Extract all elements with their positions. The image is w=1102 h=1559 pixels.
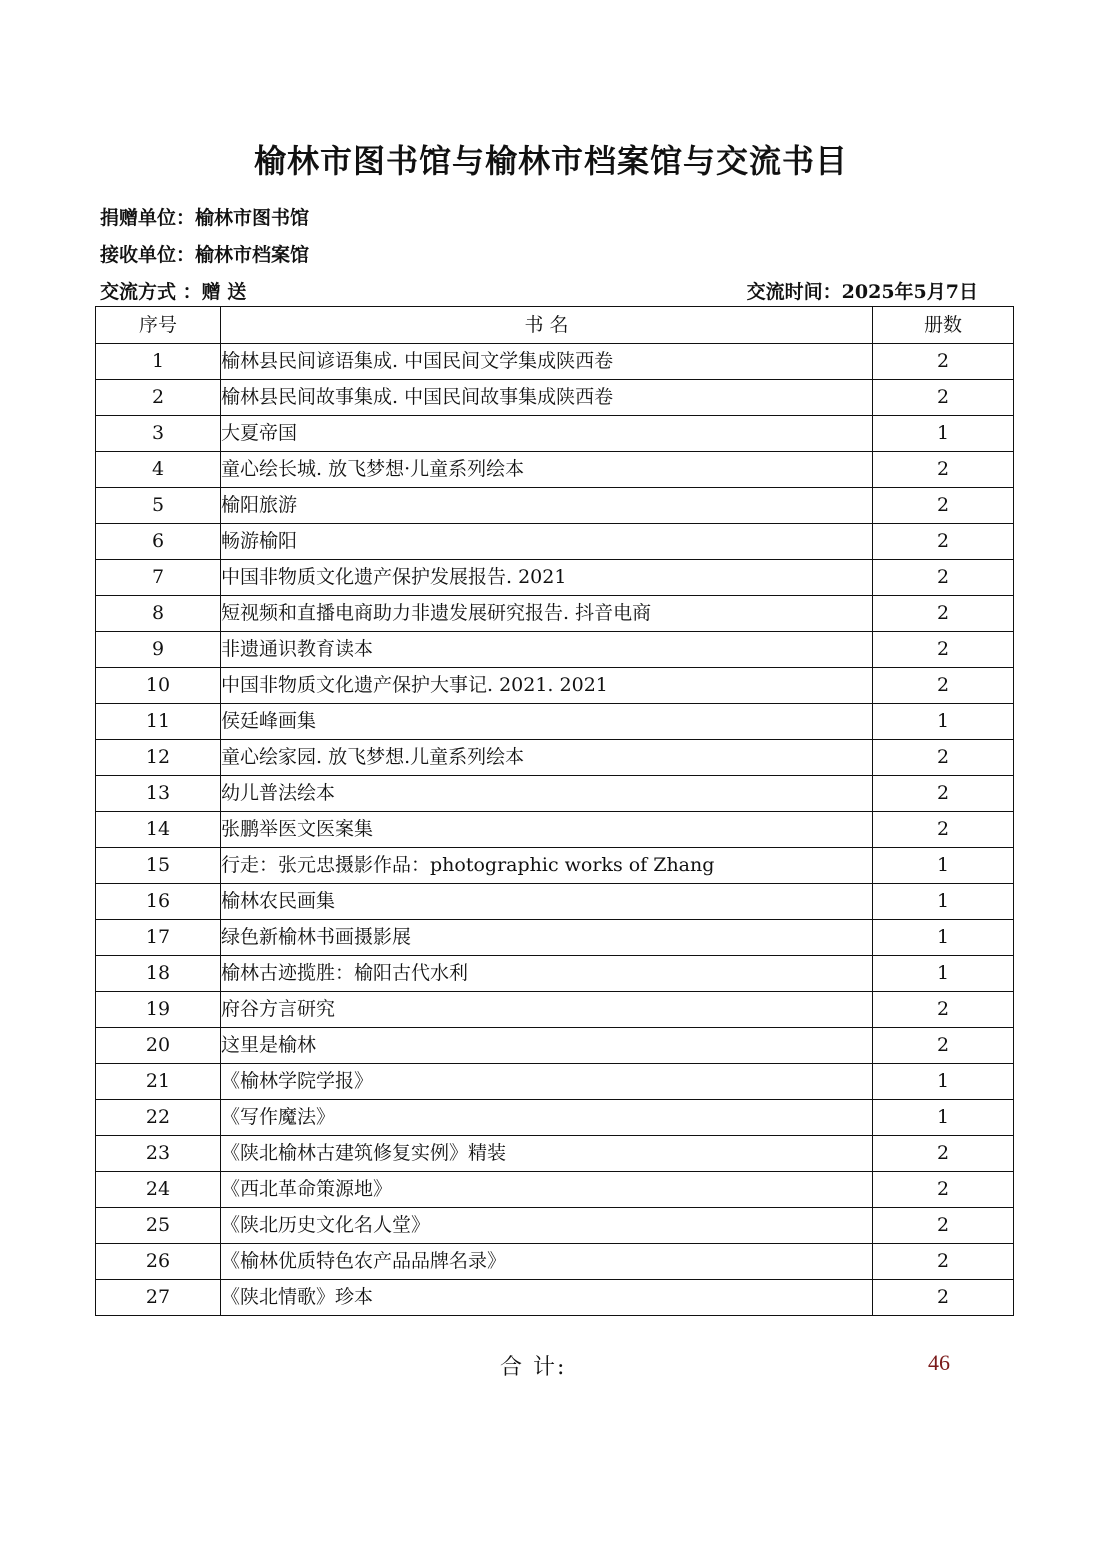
row-quantity: 1 xyxy=(873,1064,1014,1100)
row-book-name: 榆林县民间谚语集成. 中国民间文学集成陕西卷 xyxy=(221,344,873,380)
row-book-name: 童心绘家园. 放飞梦想.儿童系列绘本 xyxy=(221,740,873,776)
row-quantity: 2 xyxy=(873,992,1014,1028)
row-serial-number: 16 xyxy=(96,884,221,920)
row-book-name: 《西北革命策源地》 xyxy=(221,1172,873,1208)
row-quantity: 2 xyxy=(873,596,1014,632)
row-serial-number: 22 xyxy=(96,1100,221,1136)
table-row xyxy=(96,1208,1014,1244)
row-book-name: 侯廷峰画集 xyxy=(221,704,873,740)
row-quantity: 2 xyxy=(873,488,1014,524)
header-book-name: 书 名 xyxy=(221,307,873,344)
row-serial-number: 3 xyxy=(96,416,221,452)
row-quantity: 1 xyxy=(873,704,1014,740)
row-serial-number: 18 xyxy=(96,956,221,992)
row-book-name: 榆林县民间故事集成. 中国民间故事集成陕西卷 xyxy=(221,380,873,416)
table-row xyxy=(96,812,1014,848)
table-row xyxy=(96,596,1014,632)
row-quantity: 2 xyxy=(873,344,1014,380)
row-serial-number: 26 xyxy=(96,1244,221,1280)
row-quantity: 2 xyxy=(873,740,1014,776)
table-row xyxy=(96,884,1014,920)
row-serial-number: 27 xyxy=(96,1280,221,1316)
row-book-name: 榆阳旅游 xyxy=(221,488,873,524)
row-quantity: 2 xyxy=(873,524,1014,560)
row-quantity: 2 xyxy=(873,1208,1014,1244)
row-serial-number: 10 xyxy=(96,668,221,704)
row-quantity: 2 xyxy=(873,380,1014,416)
table-row xyxy=(96,704,1014,740)
header-quantity: 册数 xyxy=(873,307,1014,344)
receiver-unit: 接收单位：榆林市档案馆 xyxy=(100,244,310,266)
row-quantity: 2 xyxy=(873,452,1014,488)
row-book-name: 这里是榆林 xyxy=(221,1028,873,1064)
table-row xyxy=(96,992,1014,1028)
row-serial-number: 9 xyxy=(96,632,221,668)
table-row xyxy=(96,1280,1014,1316)
row-quantity: 2 xyxy=(873,1244,1014,1280)
row-quantity: 2 xyxy=(873,776,1014,812)
row-quantity: 1 xyxy=(873,416,1014,452)
row-quantity: 1 xyxy=(873,848,1014,884)
row-serial-number: 7 xyxy=(96,560,221,596)
table-row xyxy=(96,416,1014,452)
table-row xyxy=(96,1244,1014,1280)
row-serial-number: 5 xyxy=(96,488,221,524)
row-book-name: 大夏帝国 xyxy=(221,416,873,452)
total-value: 46 xyxy=(928,1350,950,1375)
exchange-method: 交流方式 ：赠 送 xyxy=(100,281,247,303)
table-row xyxy=(96,488,1014,524)
row-book-name: 《陕北历史文化名人堂》 xyxy=(221,1208,873,1244)
table-row xyxy=(96,776,1014,812)
table-row xyxy=(96,452,1014,488)
row-quantity: 1 xyxy=(873,920,1014,956)
row-book-name: 中国非物质文化遗产保护大事记. 2021. 2021 xyxy=(221,668,873,704)
table-row xyxy=(96,380,1014,416)
table-row xyxy=(96,848,1014,884)
row-serial-number: 12 xyxy=(96,740,221,776)
row-book-name: 榆林古迹揽胜：榆阳古代水利 xyxy=(221,956,873,992)
table-row xyxy=(96,1172,1014,1208)
row-quantity: 2 xyxy=(873,812,1014,848)
row-book-name: 《榆林优质特色农产品品牌名录》 xyxy=(221,1244,873,1280)
row-serial-number: 2 xyxy=(96,380,221,416)
table-row xyxy=(96,560,1014,596)
table-row xyxy=(96,524,1014,560)
row-serial-number: 14 xyxy=(96,812,221,848)
table-row xyxy=(96,1136,1014,1172)
row-quantity: 2 xyxy=(873,1172,1014,1208)
row-quantity: 1 xyxy=(873,1100,1014,1136)
row-quantity: 2 xyxy=(873,1028,1014,1064)
row-quantity: 2 xyxy=(873,1136,1014,1172)
row-book-name: 中国非物质文化遗产保护发展报告. 2021 xyxy=(221,560,873,596)
row-serial-number: 1 xyxy=(96,344,221,380)
row-book-name: 《榆林学院学报》 xyxy=(221,1064,873,1100)
row-book-name: 《陕北情歌》珍本 xyxy=(221,1280,873,1316)
row-serial-number: 23 xyxy=(96,1136,221,1172)
table-row xyxy=(96,632,1014,668)
row-serial-number: 11 xyxy=(96,704,221,740)
row-book-name: 府谷方言研究 xyxy=(221,992,873,1028)
row-serial-number: 17 xyxy=(96,920,221,956)
row-serial-number: 21 xyxy=(96,1064,221,1100)
book-list-table xyxy=(95,306,1014,1316)
row-serial-number: 15 xyxy=(96,848,221,884)
row-book-name: 幼儿普法绘本 xyxy=(221,776,873,812)
table-row xyxy=(96,740,1014,776)
row-book-name: 榆林农民画集 xyxy=(221,884,873,920)
table-row xyxy=(96,668,1014,704)
table-row xyxy=(96,1100,1014,1136)
row-book-name: 绿色新榆林书画摄影展 xyxy=(221,920,873,956)
table-row xyxy=(96,1064,1014,1100)
row-quantity: 2 xyxy=(873,668,1014,704)
row-serial-number: 8 xyxy=(96,596,221,632)
table-row xyxy=(96,920,1014,956)
table-row xyxy=(96,956,1014,992)
row-quantity: 1 xyxy=(873,956,1014,992)
row-serial-number: 25 xyxy=(96,1208,221,1244)
row-book-name: 畅游榆阳 xyxy=(221,524,873,560)
table-body xyxy=(96,344,1014,1316)
row-book-name: 非遗通识教育读本 xyxy=(221,632,873,668)
row-book-name: 《写作魔法》 xyxy=(221,1100,873,1136)
table-row xyxy=(96,344,1014,380)
row-serial-number: 4 xyxy=(96,452,221,488)
row-quantity: 2 xyxy=(873,632,1014,668)
row-quantity: 1 xyxy=(873,884,1014,920)
row-serial-number: 13 xyxy=(96,776,221,812)
row-serial-number: 20 xyxy=(96,1028,221,1064)
table-header-row xyxy=(96,307,1014,344)
row-book-name: 《陕北榆林古建筑修复实例》精装 xyxy=(221,1136,873,1172)
table-row xyxy=(96,1028,1014,1064)
row-serial-number: 6 xyxy=(96,524,221,560)
row-serial-number: 24 xyxy=(96,1172,221,1208)
donor-unit: 捐赠单位：榆林市图书馆 xyxy=(100,207,310,229)
row-book-name: 短视频和直播电商助力非遗发展研究报告. 抖音电商 xyxy=(221,596,873,632)
header-serial-number: 序号 xyxy=(96,307,221,344)
row-book-name: 行走：张元忠摄影作品：photographic works of Zhang xyxy=(221,848,873,884)
row-serial-number: 19 xyxy=(96,992,221,1028)
row-book-name: 童心绘长城. 放飞梦想·儿童系列绘本 xyxy=(221,452,873,488)
total-label: 合 计: xyxy=(500,1355,567,1380)
row-quantity: 2 xyxy=(873,560,1014,596)
exchange-date: 交流时间：2025年5月7日 xyxy=(746,281,978,303)
row-quantity: 2 xyxy=(873,1280,1014,1316)
document-title: 榆林市图书馆与榆林市档案馆与交流书目 xyxy=(253,142,848,180)
row-book-name: 张鹏举医文医案集 xyxy=(221,812,873,848)
